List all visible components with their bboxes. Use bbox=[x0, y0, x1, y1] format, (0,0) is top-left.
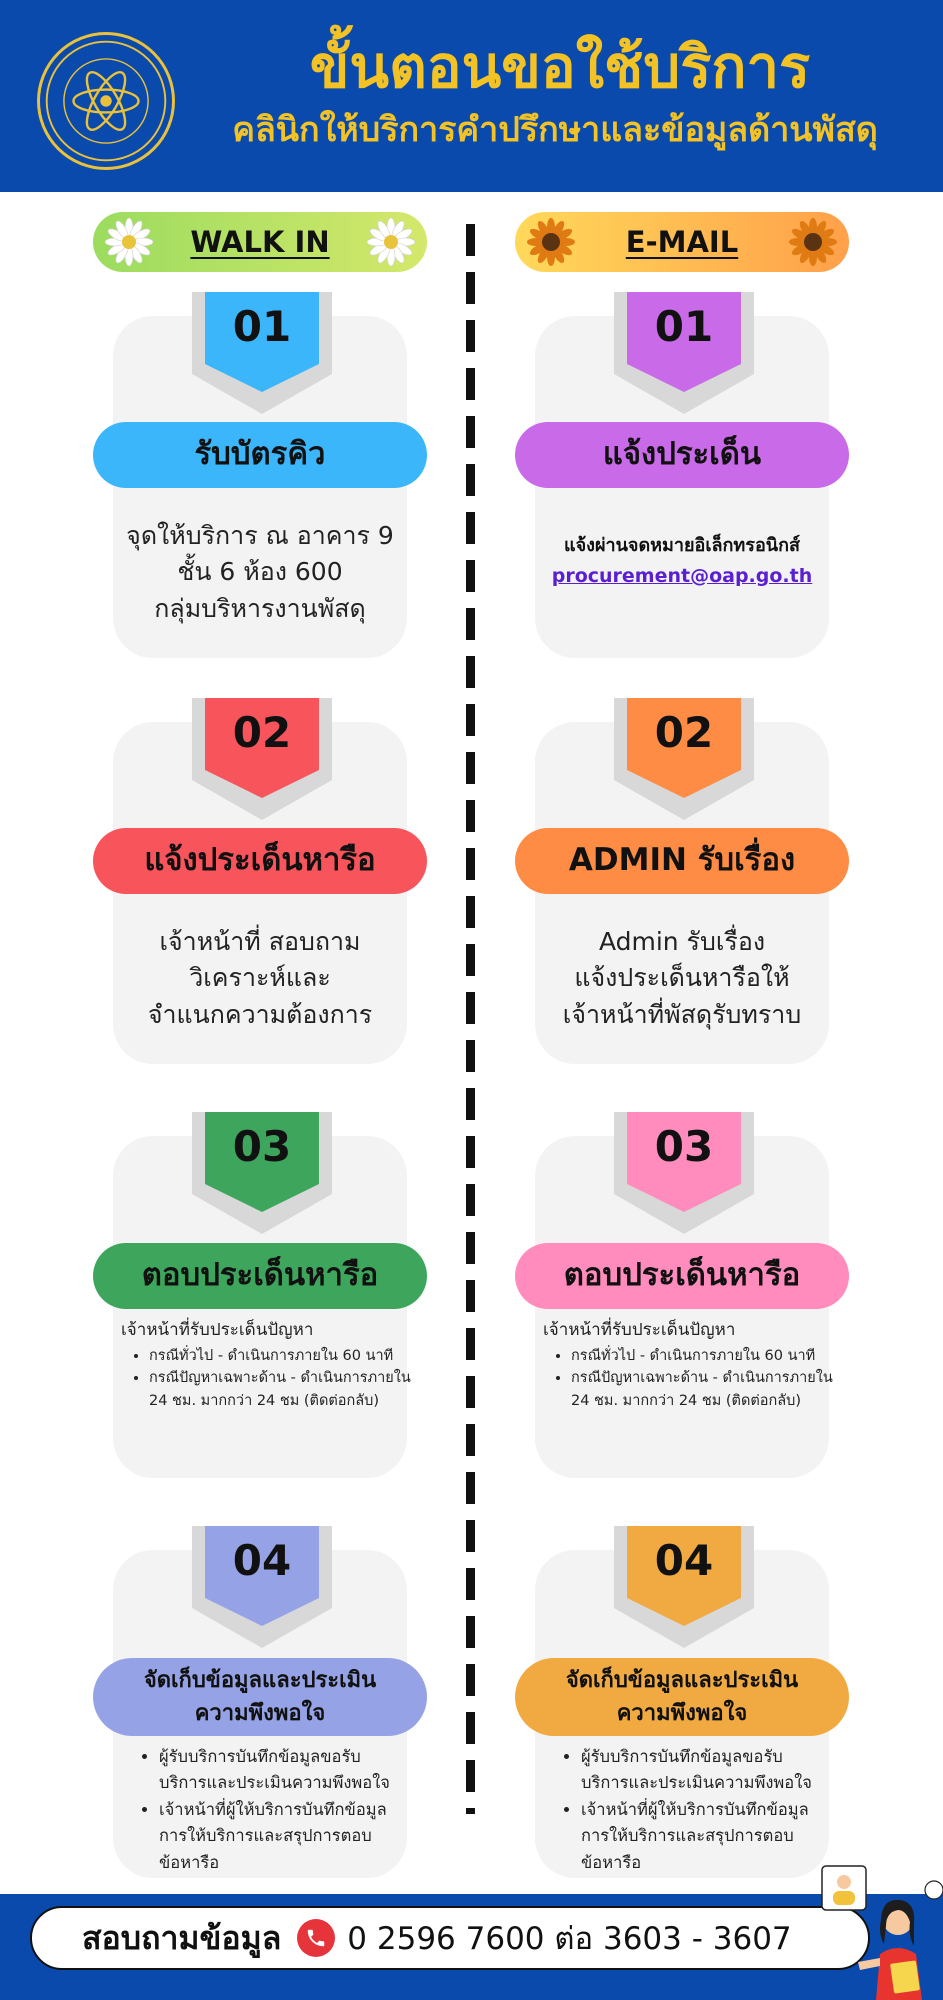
step-badge bbox=[614, 1526, 754, 1648]
list-item: • ผู้รับบริการบันทึกข้อมูลขอรับบริการและประเมินความพึงพอใจ bbox=[159, 1744, 401, 1797]
page-title: ขั้นตอนขอใช้บริการ bbox=[309, 33, 811, 101]
email-step3-title: ตอบประเด็นหารือ bbox=[515, 1243, 849, 1309]
sunflower-icon bbox=[789, 218, 837, 266]
step-badge bbox=[614, 292, 754, 414]
step-number: 02 bbox=[232, 708, 292, 757]
list-item: • ผู้รับบริการบันทึกข้อมูลขอรับบริการและประเมินความพึงพอใจ bbox=[581, 1744, 823, 1797]
phone-icon bbox=[297, 1919, 335, 1957]
walk-in-step1-title: รับบัตรคิว bbox=[93, 422, 427, 488]
list-item: • กรณีปัญหาเฉพาะด้าน - ดำเนินการภายใน 24 ชม. มากกว่า 24 ชม (ติดต่อกลับ) bbox=[149, 1367, 411, 1412]
walk-in-step3-title: ตอบประเด็นหารือ bbox=[93, 1243, 427, 1309]
step-number: 03 bbox=[654, 1122, 714, 1171]
email-link[interactable]: procurement@oap.go.th bbox=[551, 565, 813, 587]
page-subtitle: คลินิกให้บริการคำปรึกษาและข้อมูลด้านพัสดุ bbox=[232, 110, 878, 150]
contact-label: สอบถามข้อมูล bbox=[82, 1918, 282, 1957]
walk-in-header bbox=[93, 212, 427, 272]
sunflower-icon bbox=[527, 218, 575, 266]
email-step4-title: จัดเก็บข้อมูลและประเมิน ความพึงพอใจ bbox=[515, 1658, 849, 1736]
step-number: 03 bbox=[232, 1122, 292, 1171]
step-badge bbox=[192, 1526, 332, 1648]
email-step2-title: ADMIN รับเรื่อง bbox=[515, 828, 849, 894]
step-number: 04 bbox=[654, 1536, 714, 1585]
email-step3-list: เจ้าหน้าที่รับประเด็นปัญหา • กรณีทั่วไป - ดำเนินการภายใน 60 นาที • กรณีปัญหาเฉพาะด้าน - ดำเนินการภายใน 24 ชม. มากกว่า 24 ชม (ติดต่อกลับ) bbox=[543, 1316, 833, 1412]
oap-logo bbox=[37, 32, 175, 170]
list-item: • กรณีปัญหาเฉพาะด้าน - ดำเนินการภายใน 24 ชม. มากกว่า 24 ชม (ติดต่อกลับ) bbox=[571, 1367, 833, 1412]
walk-in-label: WALK IN bbox=[190, 225, 330, 259]
column-divider bbox=[466, 224, 475, 1814]
walk-in-step1-desc: จุดให้บริการ ณ อาคาร 9 ชั้น 6 ห้อง 600 กลุ่มบริหารงานพัสดุ bbox=[126, 521, 394, 623]
step-number: 01 bbox=[654, 302, 714, 351]
contact-bar bbox=[30, 1906, 870, 1970]
list-item: • เจ้าหน้าที่ผู้ให้บริการบันทึกข้อมูลการให้บริการและสรุปการตอบข้อหารือ bbox=[159, 1797, 401, 1876]
step-number: 04 bbox=[232, 1536, 292, 1585]
walk-in-step4-list bbox=[131, 1744, 401, 1876]
list-item: • กรณีทั่วไป - ดำเนินการภายใน 60 นาที bbox=[149, 1345, 411, 1367]
daisy-icon bbox=[105, 218, 153, 266]
step-badge bbox=[192, 698, 332, 820]
step-number: 01 bbox=[232, 302, 292, 351]
step-number: 02 bbox=[654, 708, 714, 757]
email-step2-desc: Admin รับเรื่อง แจ้งประเด็นหารือให้ เจ้าหน้าที่พัสดุรับทราบ bbox=[562, 927, 802, 1029]
support-agent-illustration bbox=[818, 1862, 943, 2000]
walk-in-step4-title: จัดเก็บข้อมูลและประเมิน ความพึงพอใจ bbox=[93, 1658, 427, 1736]
list-item: • เจ้าหน้าที่ผู้ให้บริการบันทึกข้อมูลการให้บริการและสรุปการตอบข้อหารือ bbox=[581, 1797, 823, 1876]
walk-in-step2-title: แจ้งประเด็นหารือ bbox=[93, 828, 427, 894]
walk-in-step3-list: เจ้าหน้าที่รับประเด็นปัญหา • กรณีทั่วไป - ดำเนินการภายใน 60 นาที • กรณีปัญหาเฉพาะด้าน - ดำเนินการภายใน 24 ชม. มากกว่า 24 ชม (ติดต่อกลับ) bbox=[121, 1316, 411, 1412]
email-header bbox=[515, 212, 849, 272]
step-badge bbox=[614, 698, 754, 820]
walk-in-step2-desc: เจ้าหน้าที่ สอบถาม วิเคราะห์และ จำแนกความต้องการ bbox=[147, 927, 373, 1029]
step-badge bbox=[192, 292, 332, 414]
daisy-icon bbox=[367, 218, 415, 266]
list-item: • กรณีทั่วไป - ดำเนินการภายใน 60 นาที bbox=[571, 1345, 833, 1367]
email-step1-title: แจ้งประเด็น bbox=[515, 422, 849, 488]
email-label: E-MAIL bbox=[625, 225, 739, 259]
step-badge bbox=[192, 1112, 332, 1234]
email-step1-desc: แจ้งผ่านจดหมายอิเล็กทรอนิกส์ procurement@oap.go.th bbox=[535, 530, 829, 587]
phone-number[interactable]: 0 2596 7600 ต่อ 3603 - 3607 bbox=[347, 1921, 792, 1957]
email-step4-list bbox=[553, 1744, 823, 1876]
step-badge bbox=[614, 1112, 754, 1234]
